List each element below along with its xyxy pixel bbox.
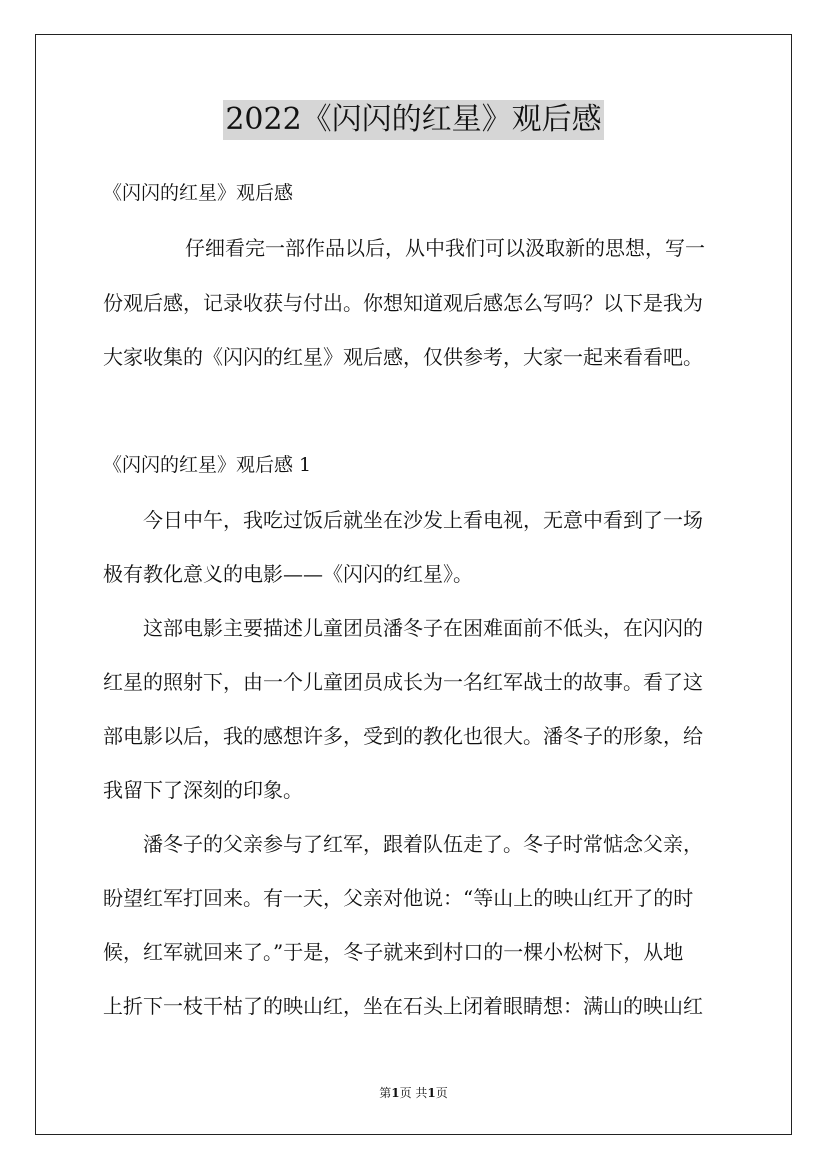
- page-total: 1: [427, 1086, 436, 1100]
- page-prefix: 第: [379, 1086, 392, 1100]
- page-current: 1: [391, 1086, 400, 1100]
- intro-line: 仔细看完一部作品以后，从中我们可以汲取新的思想，写一: [185, 236, 705, 260]
- body-line: 这部电影主要描述儿童团员潘冬子在困难面前不低头，在闪闪的: [143, 616, 703, 640]
- intro-heading: 《闪闪的红星》观后感: [103, 182, 294, 204]
- document-title: 2022《闪闪的红星》观后感: [223, 100, 603, 140]
- body-line: 部电影以后，我的感想许多，受到的教化也很大。潘冬子的形象，给: [103, 724, 703, 748]
- title-container: [0, 100, 827, 140]
- body-line: 盼望红军打回来。有一天，父亲对他说：“等山上的映山红开了的时: [103, 886, 694, 910]
- body-line: 我留下了深刻的印象。: [103, 778, 303, 802]
- body-line: 潘冬子的父亲参与了红军，跟着队伍走了。冬子时常惦念父亲，: [143, 832, 703, 856]
- intro-line: 份观后感，记录收获与付出。你想知道观后感怎么写吗？以下是我为: [103, 291, 703, 315]
- page-footer: [0, 1086, 827, 1100]
- intro-line: 大家收集的《闪闪的红星》观后感，仅供参考，大家一起来看看吧。: [103, 345, 703, 369]
- page-mid: 页 共: [399, 1086, 428, 1100]
- page-suffix: 页: [435, 1086, 448, 1100]
- body-line: 红星的照射下，由一个儿童团员成长为一名红军战士的故事。看了这: [103, 670, 703, 694]
- section-heading: 《闪闪的红星》观后感 1: [103, 454, 312, 476]
- body-line: 候，红军就回来了。”于是，冬子就来到村口的一棵小松树下，从地: [103, 940, 684, 964]
- body-line: 极有教化意义的电影——《闪闪的红星》。: [103, 562, 473, 586]
- body-line: 今日中午，我吃过饭后就坐在沙发上看电视，无意中看到了一场: [143, 508, 703, 532]
- body-line: 上折下一枝干枯了的映山红，坐在石头上闭着眼睛想：满山的映山红: [103, 994, 703, 1018]
